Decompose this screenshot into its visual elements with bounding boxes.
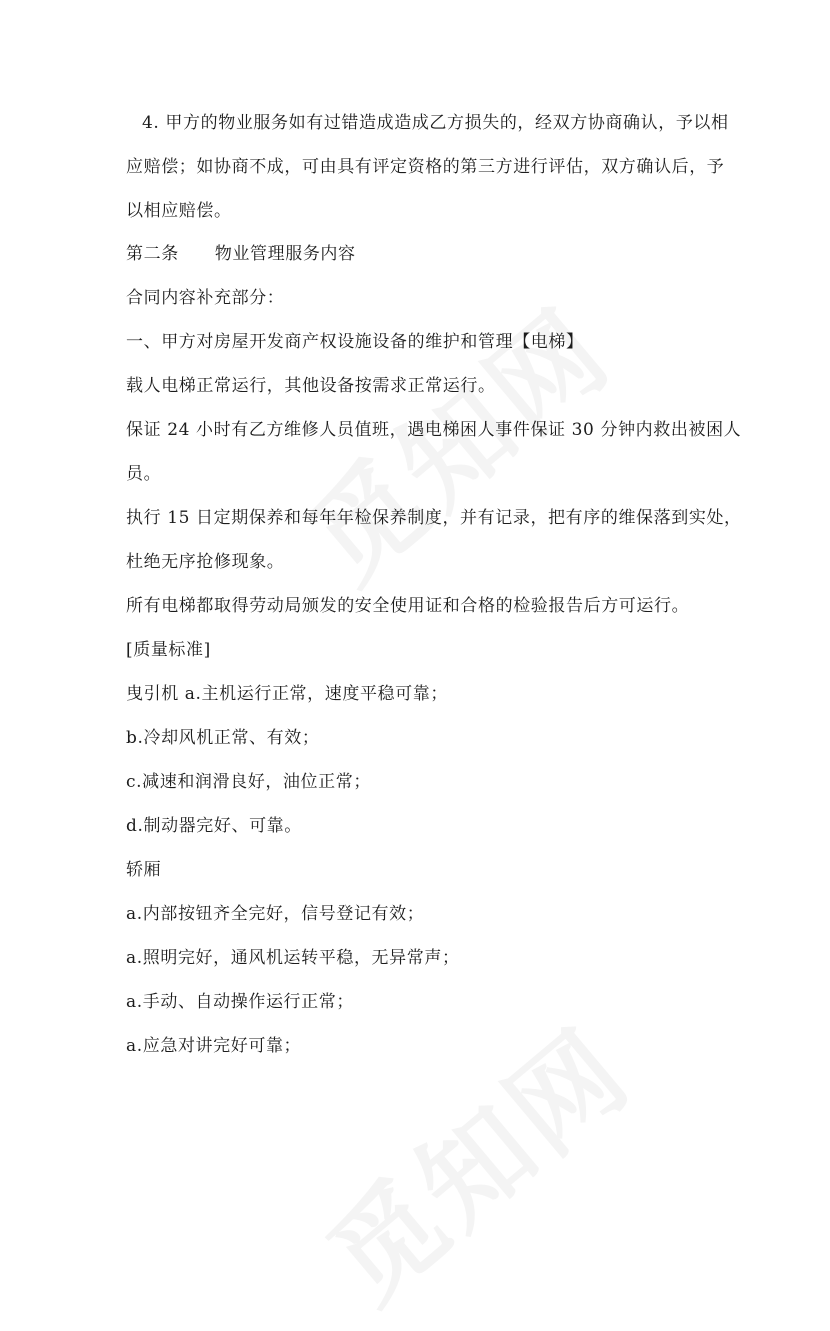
paragraph-line: 以相应赔偿。 [126, 201, 232, 221]
paragraph-line: c.减速和润滑良好，油位正常； [126, 772, 371, 792]
paragraph-line: 所有电梯都取得劳动局颁发的安全使用证和合格的检验报告后方可运行。 [126, 596, 690, 616]
paragraph-line: 保证 24 小时有乙方维修人员值班，遇电梯困人事件保证 30 分钟内救出被困人 [126, 420, 742, 440]
paragraph-line: 合同内容补充部分： [126, 288, 285, 308]
paragraph-line: 曳引机 a.主机运行正常，速度平稳可靠； [126, 684, 448, 704]
paragraph-line: 员。 [126, 464, 162, 484]
paragraph-line: a.内部按钮齐全完好，信号登记有效； [126, 904, 425, 924]
paragraph-line: 轿厢 [126, 860, 162, 880]
paragraph-line: a.应急对讲完好可靠； [126, 1036, 302, 1056]
paragraph-line: 应赔偿；如协商不成，可由具有评定资格的第三方进行评估，双方确认后，予 [126, 157, 725, 177]
paragraph-line: 杜绝无序抢修现象。 [126, 552, 285, 572]
paragraph-line: 4. 甲方的物业服务如有过错造成造成乙方损失的，经双方协商确认，予以相 [142, 113, 729, 133]
watermark [290, 987, 658, 1331]
paragraph-line: a.手动、自动操作运行正常； [126, 992, 354, 1012]
section-heading: 第二条 物业管理服务内容 [126, 244, 356, 264]
paragraph-line: 执行 15 日定期保养和每年年检保养制度，并有记录，把有序的维保落到实处， [126, 508, 742, 528]
paragraph-line: b.冷却风机正常、有效； [126, 728, 320, 748]
paragraph-line: 载人电梯正常运行，其他设备按需求正常运行。 [126, 376, 496, 396]
paragraph-line: [质量标准] [126, 640, 211, 660]
paragraph-line: d.制动器完好、可靠。 [126, 816, 302, 836]
paragraph-line: 一、甲方对房屋开发商产权设施设备的维护和管理【电梯】 [126, 332, 584, 352]
paragraph-line: a.照明完好，通风机运转平稳，无异常声； [126, 948, 460, 968]
